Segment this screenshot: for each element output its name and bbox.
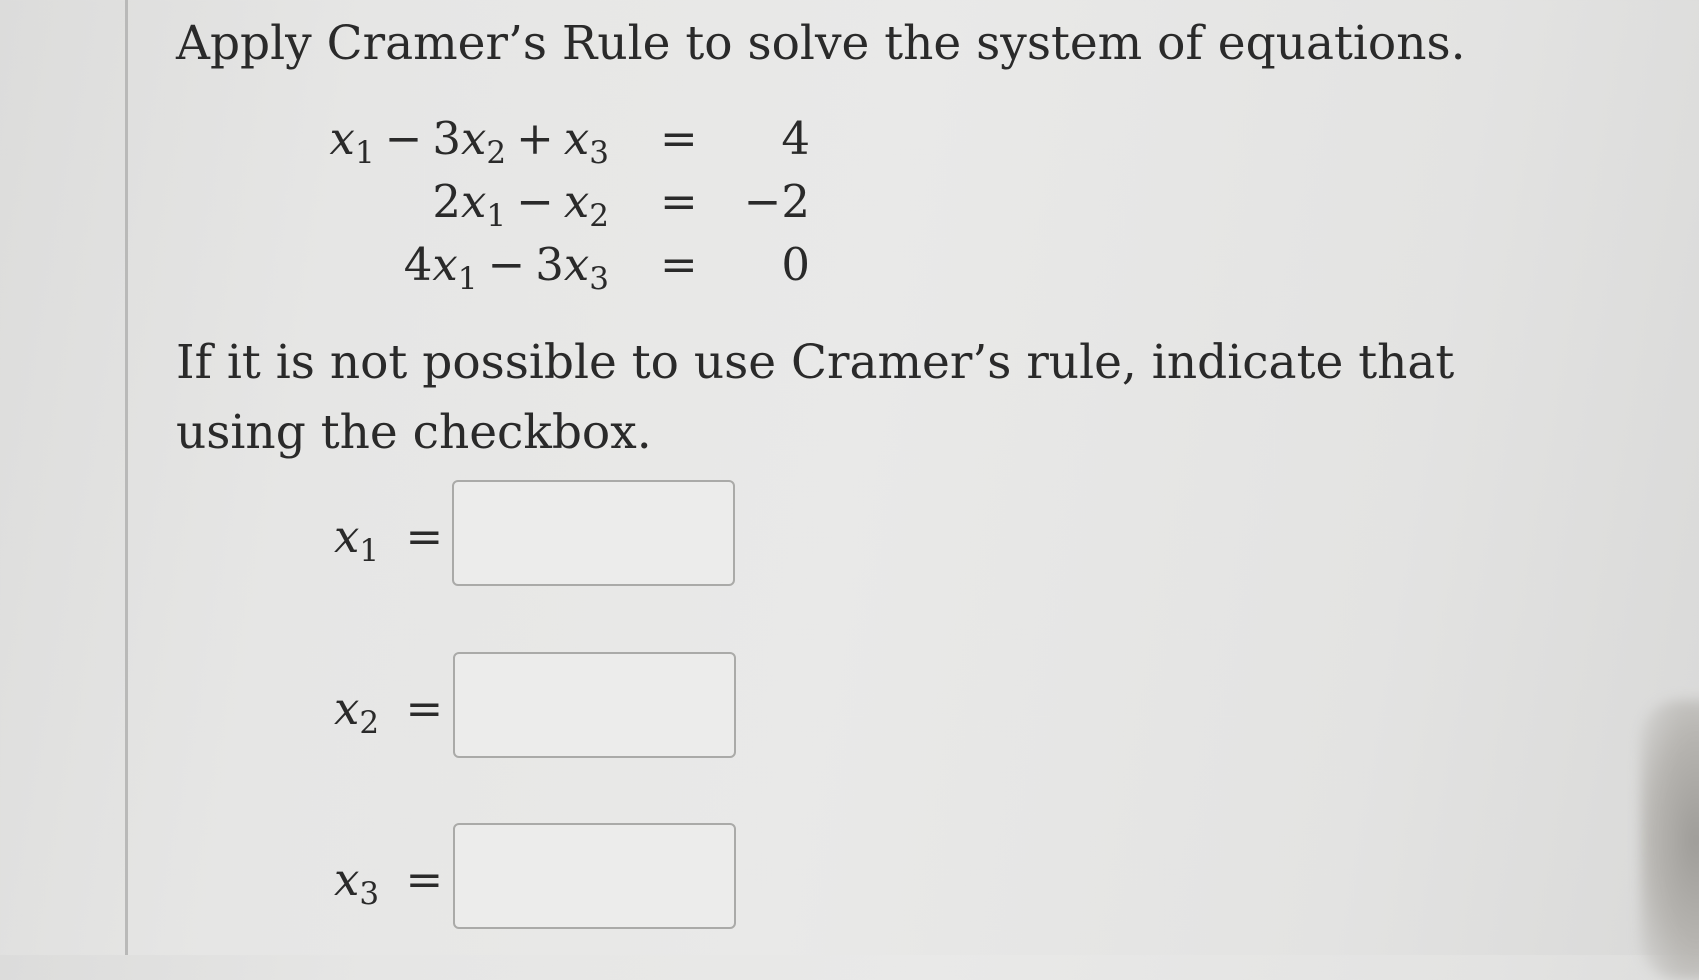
x1-input[interactable] [452,480,735,586]
equation-3-equals: = [660,238,698,291]
equation-2-rhs: −2 [743,175,810,228]
x2-label: $x_2$ = [334,682,444,741]
equation-1-rhs: 4 [781,112,810,165]
instructions-text: If it is not possible to use Cramer’s rule, indicate that using the checkbox. [176,335,1455,460]
equation-2-equals: = [660,175,698,228]
x3-input[interactable] [453,823,736,929]
equation-1-lhs: $x_1 - 3x_2 + x_3$ [329,112,609,171]
equation-row-1 [0,112,1699,172]
equation-2-lhs: $2x_1 - x_2$ [432,175,609,234]
finger-shadow [1640,700,1699,980]
x2-input[interactable] [453,652,736,758]
equation-row-3 [0,238,1699,298]
equation-1-equals: = [660,112,698,165]
equation-row-2 [0,175,1699,235]
x3-label: $x_3$ = [334,853,444,912]
equation-3-rhs: 0 [781,238,810,291]
equation-3-lhs: $4x_1 - 3x_3$ [403,238,609,297]
x1-label: $x_1$ = [334,510,444,569]
question-title: Apply Cramer’s Rule to solve the system of equations. [176,16,1466,71]
